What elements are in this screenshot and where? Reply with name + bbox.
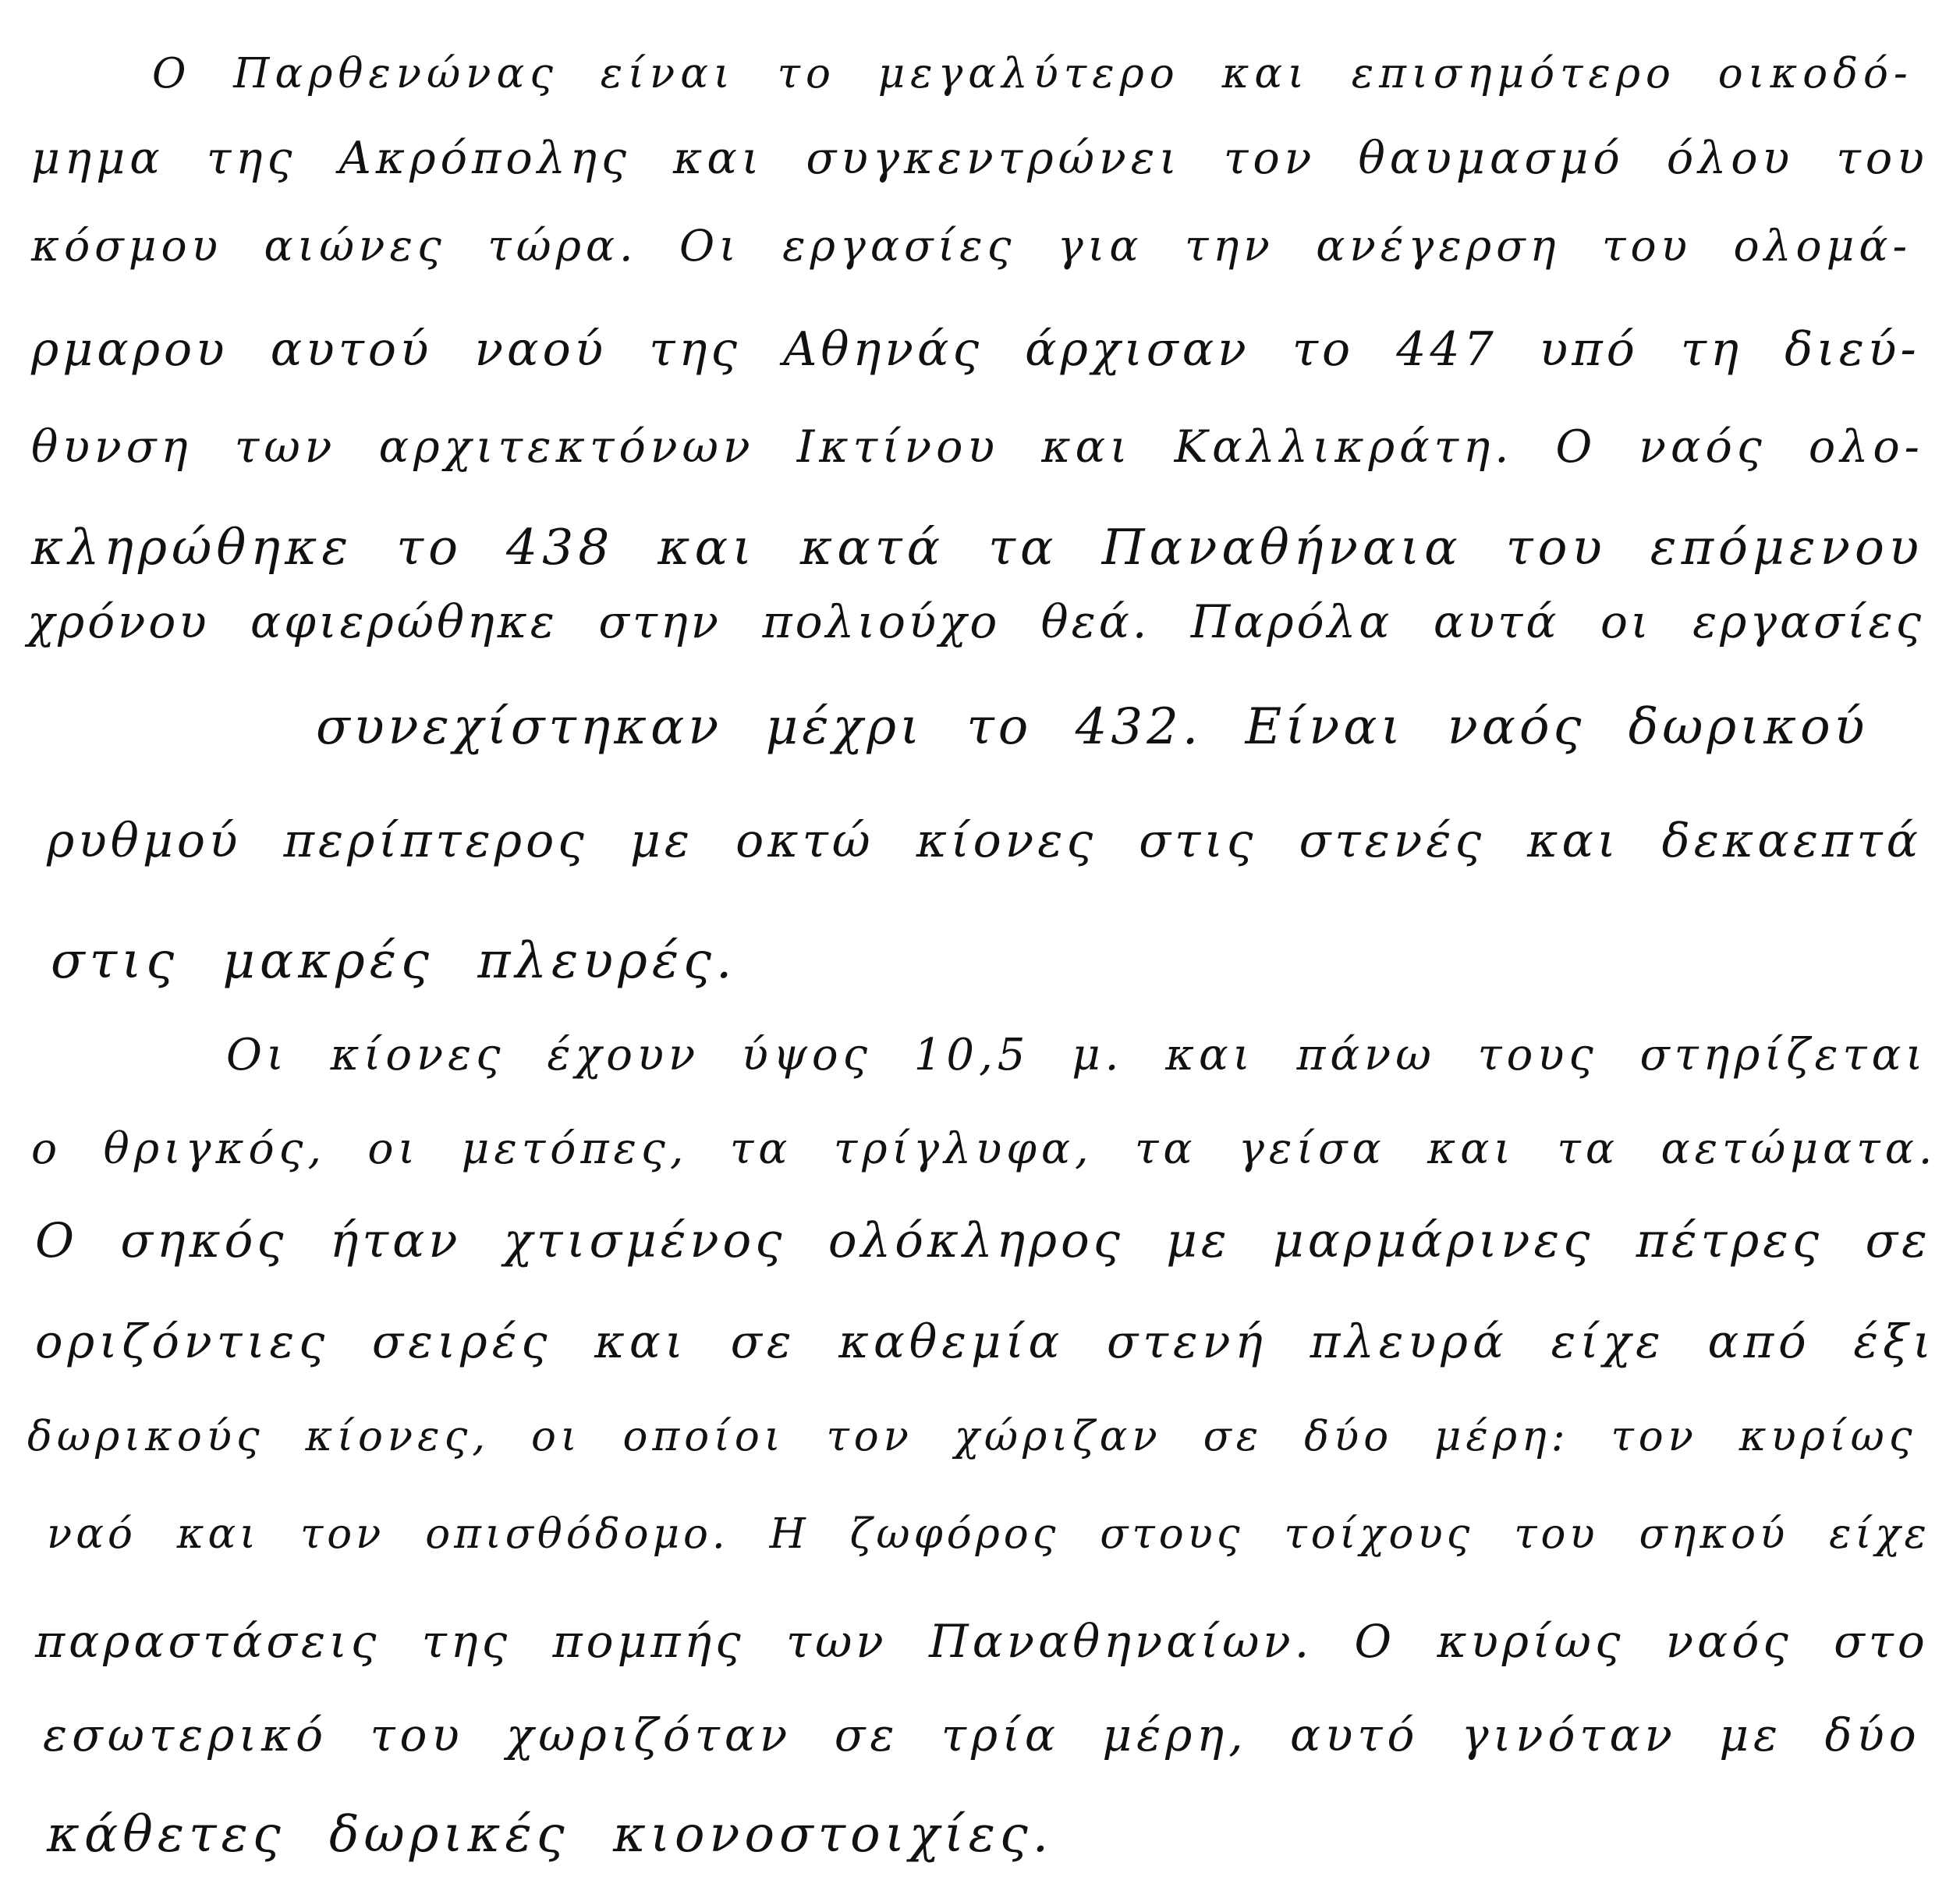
text-line: ρυθμού περίπτερος με οκτώ κίονες στις στενές και δεκαεπτά xyxy=(47,814,1923,868)
text-line: θυνση των αρχιτεκτόνων Ικτίνου και Καλλικράτη. Ο ναός ολο- xyxy=(31,421,1924,473)
text-line: χρόνου αφιερώθηκε στην πολιούχο θεά. Παρόλα αυτά οι εργασίες xyxy=(27,595,1925,648)
text-line: ο θριγκός, οι μετόπες, τα τρίγλυφα, τα γείσα και τα αετώματα. xyxy=(31,1123,1937,1173)
text-line: μημα της Ακρόπολης και συγκεντρώνει τον θαυμασμό όλου του xyxy=(31,133,1929,184)
text-line: Οι κίονες έχουν ύψος 10,5 μ. και πάνω τους στηρίζεται xyxy=(226,1030,1928,1080)
text-line: δωρικούς κίονες, οι οποίοι τον χώριζαν σε δύο μέρη: τον κυρίως xyxy=(27,1413,1917,1460)
text-line: συνεχίστηκαν μέχρι το 432. Είναι ναός δωρικού xyxy=(316,698,1869,756)
text-line: κληρώθηκε το 438 και κατά τα Παναθήναια του επόμενου xyxy=(31,519,1924,576)
text-line: ναό και τον οπισθόδομο. Η ζωφόρος στους τοίχους του σηκού είχε xyxy=(47,1510,1930,1558)
text-line: Ο Παρθενώνας είναι το μεγαλύτερο και επισημότερο οικοδό- xyxy=(152,50,1913,98)
text-line: Ο σηκός ήταν χτισμένος ολόκληρος με μαρμάρινες πέτρες σε xyxy=(35,1213,1931,1268)
text-line: κόσμου αιώνες τώρα. Οι εργασίες για την ανέγερση του ολομά- xyxy=(31,221,1912,271)
text-line: οριζόντιες σειρές και σε καθεμία στενή πλευρά είχε από έξι xyxy=(35,1314,1936,1368)
text-line: εσωτερικό του χωριζόταν σε τρία μέρη, αυτό γινόταν με δύο xyxy=(43,1708,1921,1761)
text-line: κάθετες δωρικές κιονοστοιχίες. xyxy=(47,1806,1054,1864)
text-line: ρμαρου αυτού ναού της Αθηνάς άρχισαν το 447 υπό τη διεύ- xyxy=(31,322,1920,377)
text-line: παραστάσεις της πομπής των Παναθηναίων. Ο κυρίως ναός στο xyxy=(35,1615,1929,1668)
text-line: στις μακρές πλευρές. xyxy=(51,932,737,990)
